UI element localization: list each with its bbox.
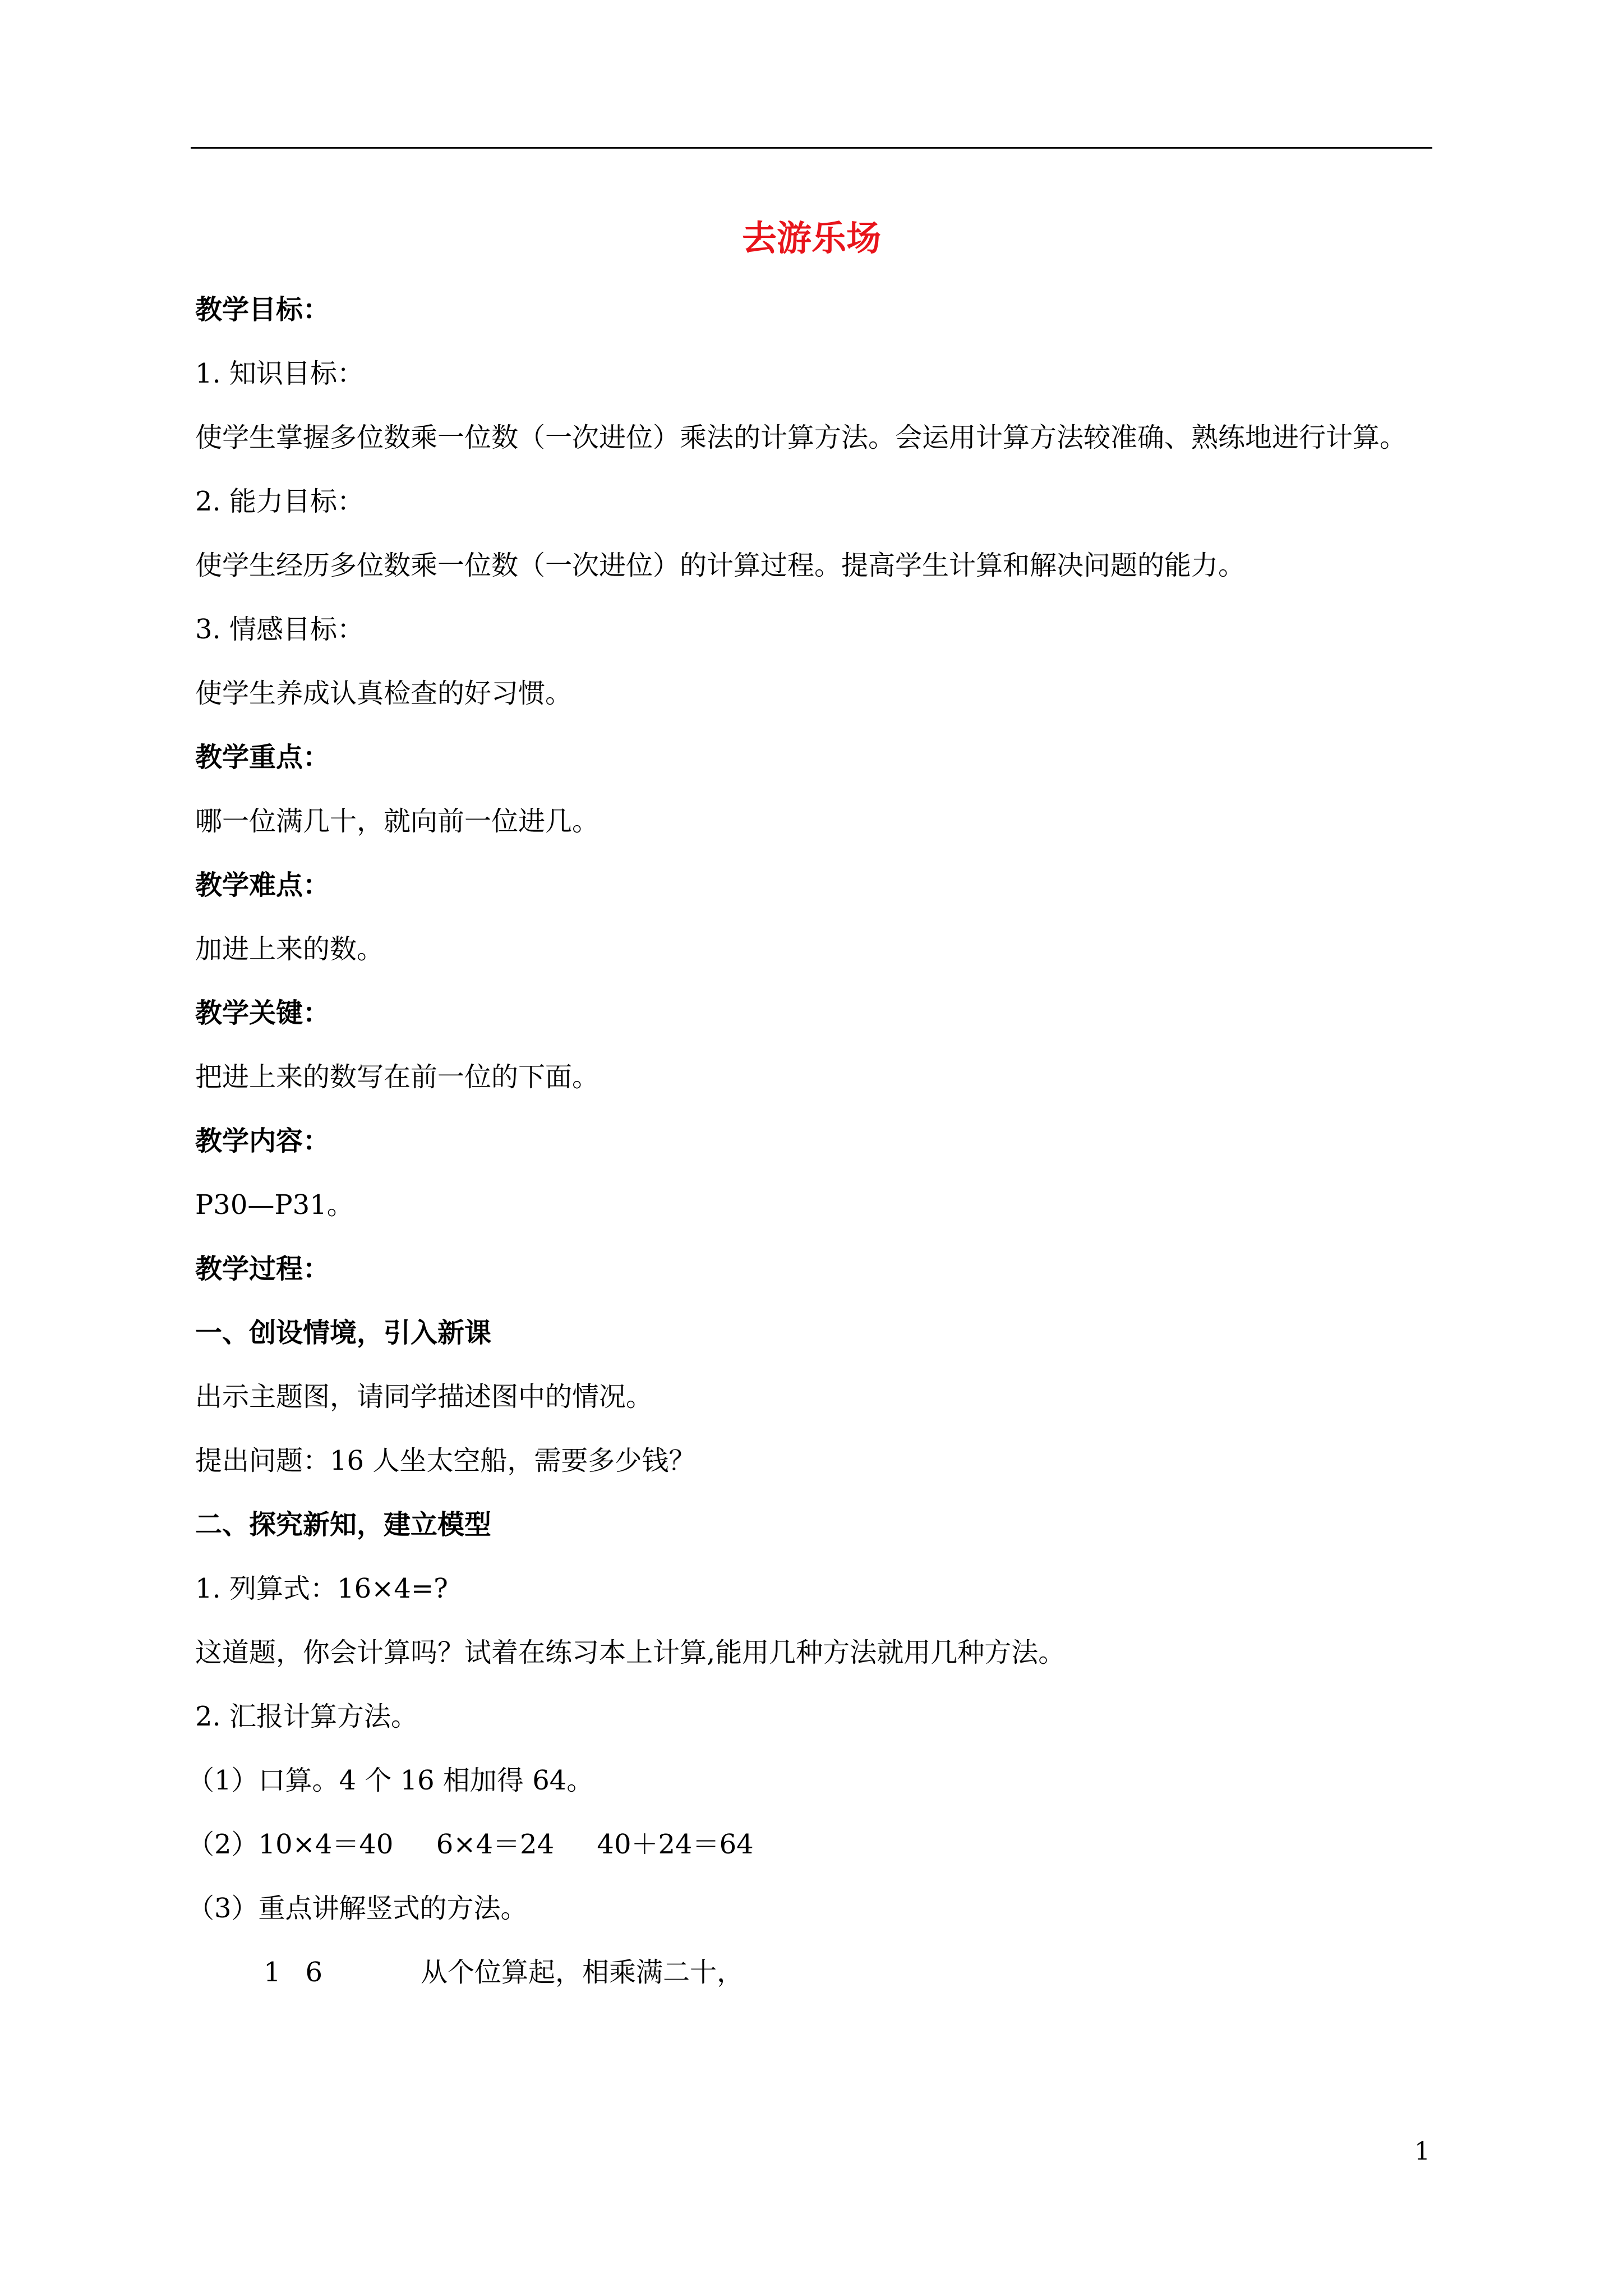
content-text: P30—P31。 bbox=[195, 1189, 354, 1221]
goal-emotion-label: 3. 情感目标： bbox=[195, 614, 365, 645]
heading-difficulty: 教学难点： bbox=[195, 869, 330, 901]
heading-teaching-goals: 教学目标： bbox=[195, 294, 330, 325]
key-text: 把进上来的数写在前一位的下面。 bbox=[195, 1061, 600, 1093]
method-3: （3）重点讲解竖式的方法。 bbox=[187, 1893, 528, 1924]
key-point-text: 哪一位满几十，就向前一位进几。 bbox=[195, 806, 600, 837]
page-number: 1 bbox=[1414, 2137, 1430, 2166]
heading-process: 教学过程： bbox=[195, 1253, 330, 1285]
vertical-calc-line bbox=[264, 1954, 1429, 1990]
section-one-heading: 一、创设情境，引入新课 bbox=[195, 1317, 492, 1349]
heading-content: 教学内容： bbox=[195, 1125, 330, 1157]
method-1: （1）口算。4 个 16 相加得 64。 bbox=[187, 1765, 594, 1796]
difficulty-text: 加进上来的数。 bbox=[195, 933, 384, 965]
heading-key-point: 教学重点： bbox=[195, 742, 330, 773]
goal-ability-text: 使学生经历多位数乘一位数（一次进位）的计算过程。提高学生计算和解决问题的能力。 bbox=[195, 550, 1246, 581]
vertical-calc-note: 从个位算起，相乘满二十， bbox=[421, 1957, 744, 1988]
document-body bbox=[187, 292, 1429, 2018]
header-rule bbox=[191, 147, 1432, 149]
step-2-label: 2. 汇报计算方法。 bbox=[195, 1701, 418, 1732]
step-1-formula: 1. 列算式：16×4=? bbox=[195, 1573, 448, 1604]
step-1-text: 这道题，你会计算吗？试着在练习本上计算,能用几种方法就用几种方法。 bbox=[195, 1637, 1066, 1668]
goal-knowledge-text: 使学生掌握多位数乘一位数（一次进位）乘法的计算方法。会运用计算方法较准确、熟练地进行计算。 bbox=[195, 422, 1407, 453]
section-one-text-1: 出示主题图，请同学描述图中的情况。 bbox=[195, 1381, 653, 1412]
heading-key: 教学关键： bbox=[195, 997, 330, 1029]
goal-knowledge-label: 1. 知识目标： bbox=[195, 358, 365, 389]
goal-emotion-text: 使学生养成认真检查的好习惯。 bbox=[195, 678, 573, 709]
section-two-heading: 二、探究新知，建立模型 bbox=[195, 1509, 492, 1540]
method-2: （2）10×4＝40 6×4＝24 40＋24＝64 bbox=[187, 1829, 754, 1860]
section-one-text-2: 提出问题：16 人坐太空船，需要多少钱？ bbox=[195, 1445, 696, 1476]
document-title: 去游乐场 bbox=[741, 218, 881, 259]
goal-ability-label: 2. 能力目标： bbox=[195, 486, 365, 517]
vertical-calc-digits: 16 bbox=[264, 1957, 348, 1988]
